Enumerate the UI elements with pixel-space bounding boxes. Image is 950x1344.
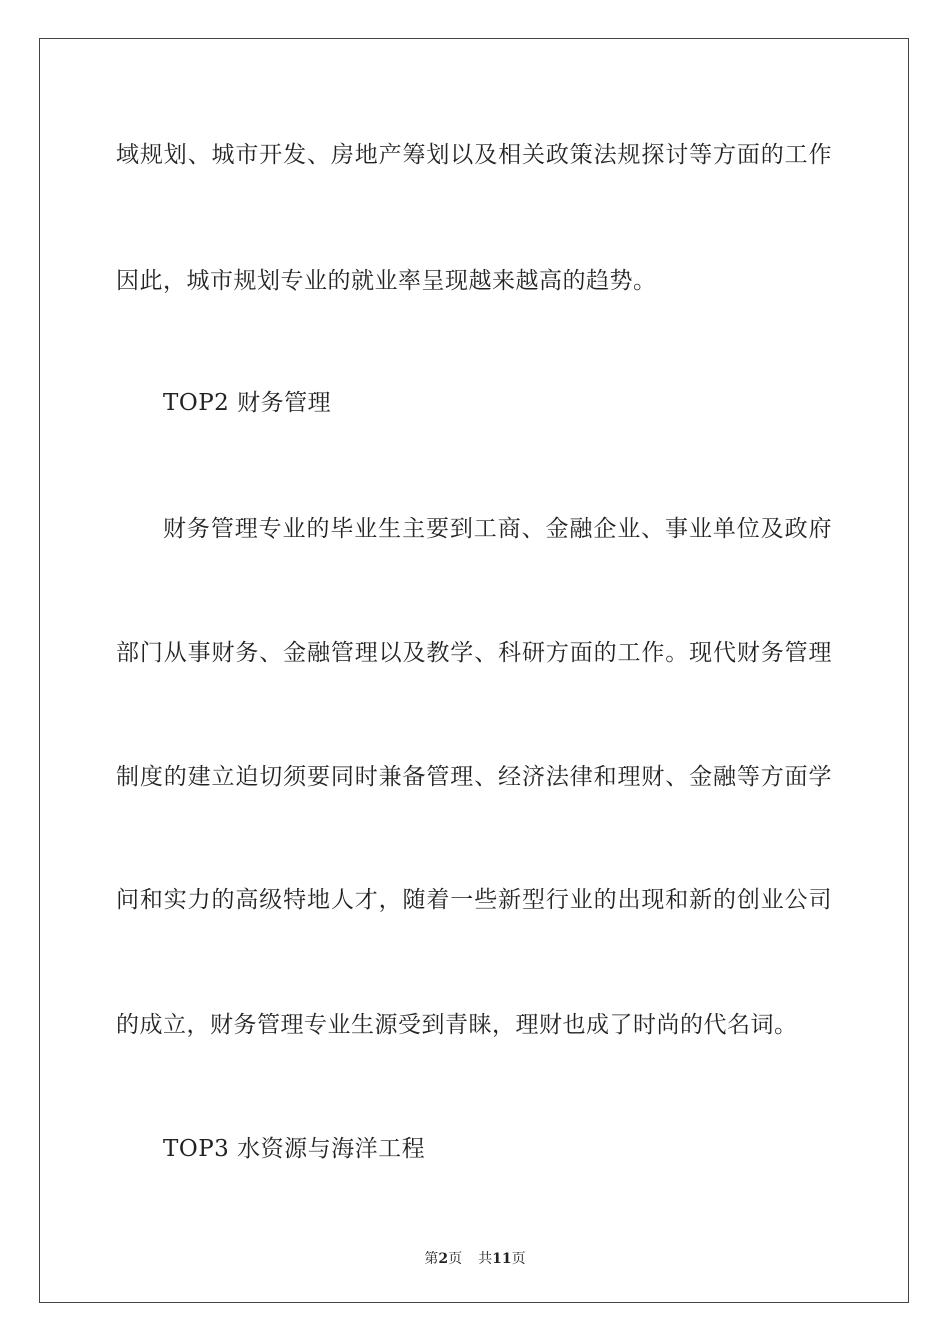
page-footer	[0, 1248, 950, 1268]
page-border	[39, 38, 909, 1303]
footer-total-suffix: 页	[511, 1251, 526, 1267]
body-text-line: 问和实力的高级特地人才，随着一些新型行业的出现和新的创业公司	[116, 887, 832, 913]
footer-page-suffix: 页	[448, 1251, 463, 1267]
body-text-line: 财务管理专业的毕业生主要到工商、金融企业、事业单位及政府	[163, 516, 832, 542]
section-heading: TOP3 水资源与海洋工程	[163, 1136, 426, 1162]
body-text-line: 制度的建立迫切须要同时兼备管理、经济法律和理财、金融等方面学	[116, 764, 832, 790]
footer-total-prefix: 共	[478, 1251, 493, 1267]
body-text-line: 的成立，财务管理专业生源受到青睐，理财也成了时尚的代名词。	[116, 1012, 798, 1038]
footer-page-number: 2	[438, 1251, 449, 1267]
body-text-line: 部门从事财务、金融管理以及教学、科研方面的工作。现代财务管理	[116, 640, 832, 666]
body-text-line: 因此，城市规划专业的就业率呈现越来越高的趋势。	[116, 268, 657, 294]
section-heading: TOP2 财务管理	[163, 390, 332, 416]
footer-total-pages: 11	[492, 1251, 512, 1267]
footer-page-prefix: 第	[424, 1251, 439, 1267]
body-text-line: 域规划、城市开发、房地产筹划以及相关政策法规探讨等方面的工作	[116, 142, 832, 168]
